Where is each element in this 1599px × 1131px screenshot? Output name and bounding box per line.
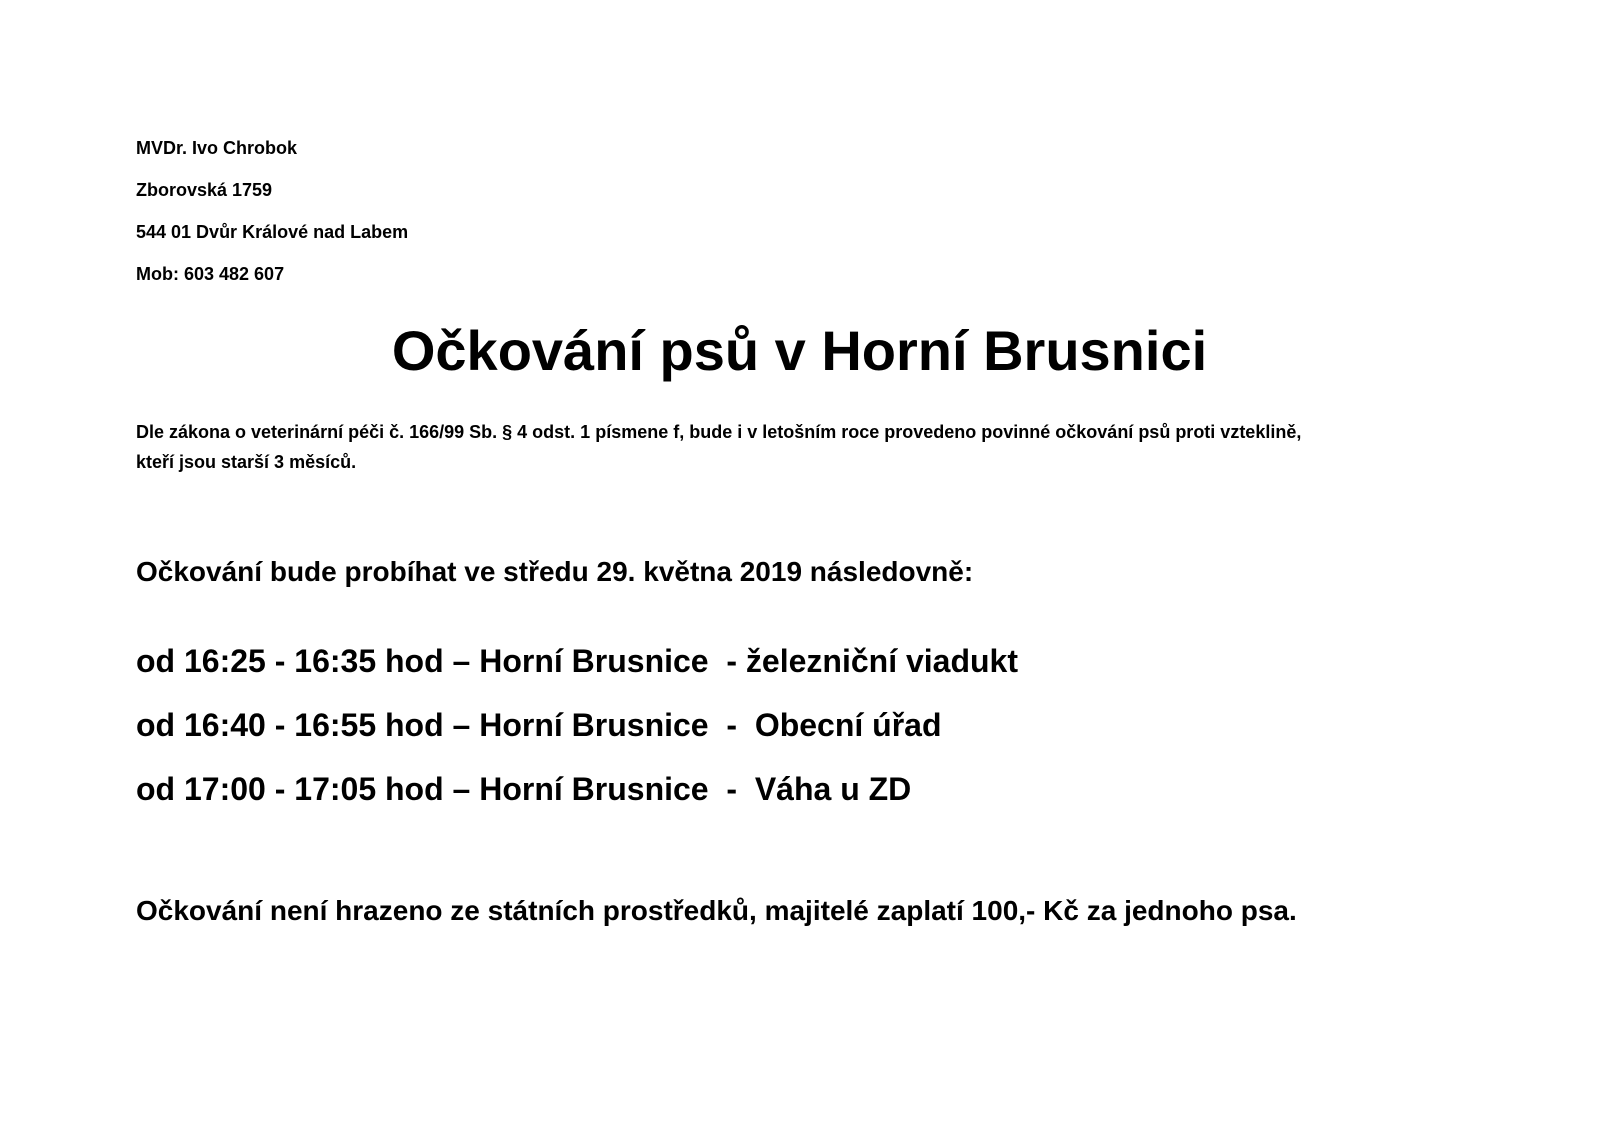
schedule-row: od 16:40 - 16:55 hod – Horní Brusnice - Obecní úřad (136, 707, 942, 743)
vaccination-date: Očkování bude probíhat ve středu 29. května 2019 následovně: (136, 556, 974, 587)
vet-city: 544 01 Dvůr Králové nad Labem (136, 222, 409, 242)
schedule-row: od 16:25 - 16:35 hod – Horní Brusnice - železniční viadukt (136, 643, 1018, 679)
vet-phone: Mob: 603 482 607 (136, 264, 285, 284)
intro-line: Dle zákona o veterinární péči č. 166/99 Sb. § 4 odst. 1 písmene f, bude i v letošním roce provedeno povinné očkování psů proti vzteklině, (136, 422, 1302, 442)
vet-name: MVDr. Ivo Chrobok (136, 138, 298, 158)
intro-paragraph (136, 417, 1466, 477)
vet-street: Zborovská 1759 (136, 180, 273, 200)
schedule-row: od 17:00 - 17:05 hod – Horní Brusnice - Váha u ZD (136, 771, 912, 807)
page-title: Očkování psů v Horní Brusnici (391, 319, 1208, 382)
payment-note: Očkování není hrazeno ze státních prostředků, majitelé zaplatí 100,- Kč za jednoho psa. (136, 895, 1297, 926)
intro-line: kteří jsou starší 3 měsíců. (136, 452, 357, 472)
